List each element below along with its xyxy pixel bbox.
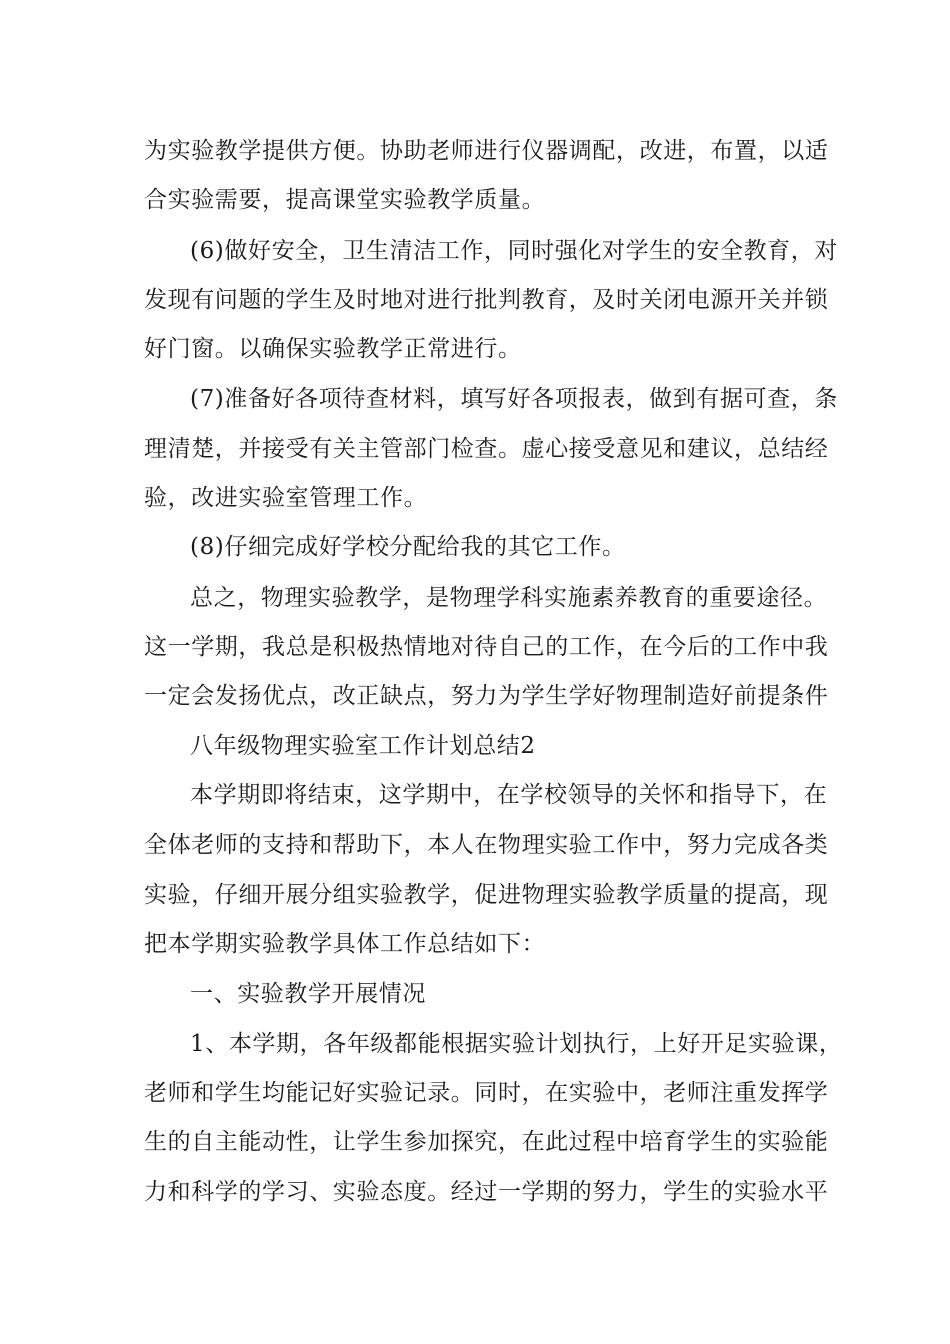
text-line-16: 实验，仔细开展分组实验教学，促进物理实验教学质量的提高，现: [144, 882, 829, 908]
text-line-8: 验，改进实验室管理工作。: [144, 485, 428, 511]
section-heading: 八年级物理实验室工作计划总结2: [190, 733, 536, 759]
text-line-15: 全体老师的支持和帮助下，本人在物理实验工作中，努力完成各类: [144, 832, 829, 858]
text-line-6: (7)准备好各项待查材料，填写好各项报表，做到有据可查，条: [190, 386, 838, 412]
text-line-7: 理清楚，并接受有关主管部门检查。虚心接受意见和建议，总结经: [144, 436, 829, 462]
text-line-9: (8)仔细完成好学校分配给我的其它工作。: [190, 534, 626, 560]
text-line-11: 这一学期，我总是积极热情地对待自己的工作，在今后的工作中我: [144, 634, 829, 660]
text-line-17: 把本学期实验教学具体工作总结如下：: [144, 931, 546, 957]
text-line-5: 好门窗。以确保实验教学正常进行。: [144, 336, 522, 362]
subsection-heading: 一、实验教学开展情况: [190, 981, 426, 1007]
text-line-4: 发现有问题的学生及时地对进行批判教育，及时关闭电源开关并锁: [144, 287, 829, 313]
text-line-12: 一定会发扬优点，改正缺点，努力为学生学好物理制造好前提条件: [144, 683, 829, 709]
text-line-10: 总之，物理实验教学，是物理学科实施素养教育的重要途径。: [190, 585, 828, 611]
text-line-21: 生的自主能动性，让学生参加探究，在此过程中培育学生的实验能: [144, 1129, 829, 1155]
text-line-14: 本学期即将结束，这学期中，在学校领导的关怀和指导下，在: [190, 782, 828, 808]
text-line-19: 1、本学期，各年级都能根据实验计划执行，上好开足实验课，: [190, 1031, 843, 1057]
text-line-22: 力和科学的学习、实验态度。经过一学期的努力，学生的实验水平: [144, 1179, 829, 1205]
text-line-2: 合实验需要，提高课堂实验教学质量。: [144, 187, 546, 213]
text-line-20: 老师和学生均能记好实验记录。同时，在实验中，老师注重发挥学: [144, 1080, 829, 1106]
text-line-1: 为实验教学提供方便。协助老师进行仪器调配，改进，布置，以适: [144, 138, 829, 164]
text-line-3: (6)做好安全，卫生清洁工作，同时强化对学生的安全教育，对: [190, 238, 838, 264]
